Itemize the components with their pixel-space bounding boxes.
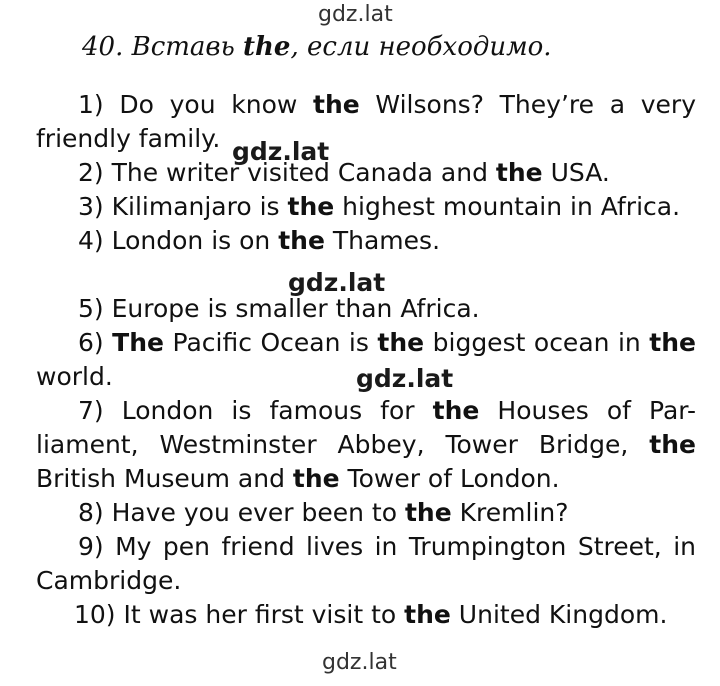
exercise-item-3-line-1: [36, 190, 696, 224]
article-the: the: [278, 226, 325, 255]
sentence-text: 9) My pen friend lives in Trumpington Street, in: [78, 532, 696, 561]
sentence-text: Tower of London.: [339, 464, 560, 493]
sentence-text: 6): [78, 328, 113, 357]
sentence-text: Pacific Ocean is: [163, 328, 378, 357]
sentence-text: 10) It was her first visit to: [74, 600, 405, 629]
article-the: the: [287, 192, 335, 221]
exercise-item-7-line-3: [36, 462, 696, 496]
sentence-text: 2) The writer visited Canada and: [78, 158, 496, 187]
exercise-item-1-line-1: [36, 88, 696, 122]
exercise-item-9-line-2: [36, 564, 696, 598]
watermark-inline-1: gdz.lat: [232, 137, 330, 166]
sentence-text: 7) London is famous for: [78, 396, 433, 425]
watermark-inline-3: gdz.lat: [356, 364, 454, 393]
article-the: the: [404, 498, 452, 527]
exercise-title-number: 40. Вставь: [82, 32, 243, 62]
sentence-text: biggest ocean in: [424, 328, 650, 357]
article-the: the: [377, 328, 425, 357]
sentence-text: Wilsons? They’re a very: [359, 90, 696, 119]
exercise-item-7-line-1: [36, 394, 696, 428]
exercise-item-10-line-1: [36, 598, 696, 632]
sentence-text: Cambridge.: [36, 566, 182, 595]
sentence-text: highest mountain in Africa.: [334, 192, 681, 221]
sentence-text: USA.: [542, 158, 610, 187]
sentence-text: British Museum and: [36, 464, 293, 493]
article-the: the: [649, 328, 696, 357]
sentence-text: 5) Europe is smaller than Africa.: [78, 294, 480, 323]
sentence-text: world.: [36, 362, 113, 391]
exercise-item-8-line-1: [36, 496, 696, 530]
article-the: the: [432, 396, 480, 425]
exercise-item-5-line-1: [36, 292, 696, 326]
exercise-item-7-line-2: [36, 428, 696, 462]
watermark-inline-2: gdz.lat: [288, 268, 386, 297]
exercise-item-2-line-1: [36, 156, 696, 190]
exercise-title-keyword: the: [243, 32, 291, 62]
article-the: the: [649, 430, 696, 459]
sentence-text: United Kingdom.: [450, 600, 668, 629]
exercise-item-4-line-1: [36, 224, 696, 258]
exercise-item-9-line-1: [36, 530, 696, 564]
sentence-text: 8) Have you ever been to: [78, 498, 405, 527]
article-the: the: [292, 464, 340, 493]
article-the: the: [404, 600, 451, 629]
article-the: the: [495, 158, 543, 187]
article-the: The: [112, 328, 164, 357]
sentence-text: 1) Do you know: [78, 90, 314, 119]
watermark-bottom: gdz.lat: [322, 650, 397, 675]
sentence-text: liament, Westminster Abbey, Tower Bridge,: [36, 430, 650, 459]
sentence-text: 3) Kilimanjaro is: [78, 192, 288, 221]
exercise-item-1-line-2: [36, 122, 696, 156]
sentence-text: Thames.: [324, 226, 441, 255]
article-the: the: [313, 90, 360, 119]
exercise-item-6-line-1: [36, 326, 696, 360]
sentence-text: 4) London is on: [78, 226, 279, 255]
exercise-title: [82, 32, 552, 62]
sentence-text: Kremlin?: [451, 498, 569, 527]
exercise-body: [36, 88, 696, 632]
sentence-text: friendly family.: [36, 124, 221, 153]
exercise-title-rest: , если необходимо.: [290, 32, 552, 62]
sentence-text: Houses of Par-: [479, 396, 696, 425]
watermark-top: gdz.lat: [318, 2, 393, 27]
